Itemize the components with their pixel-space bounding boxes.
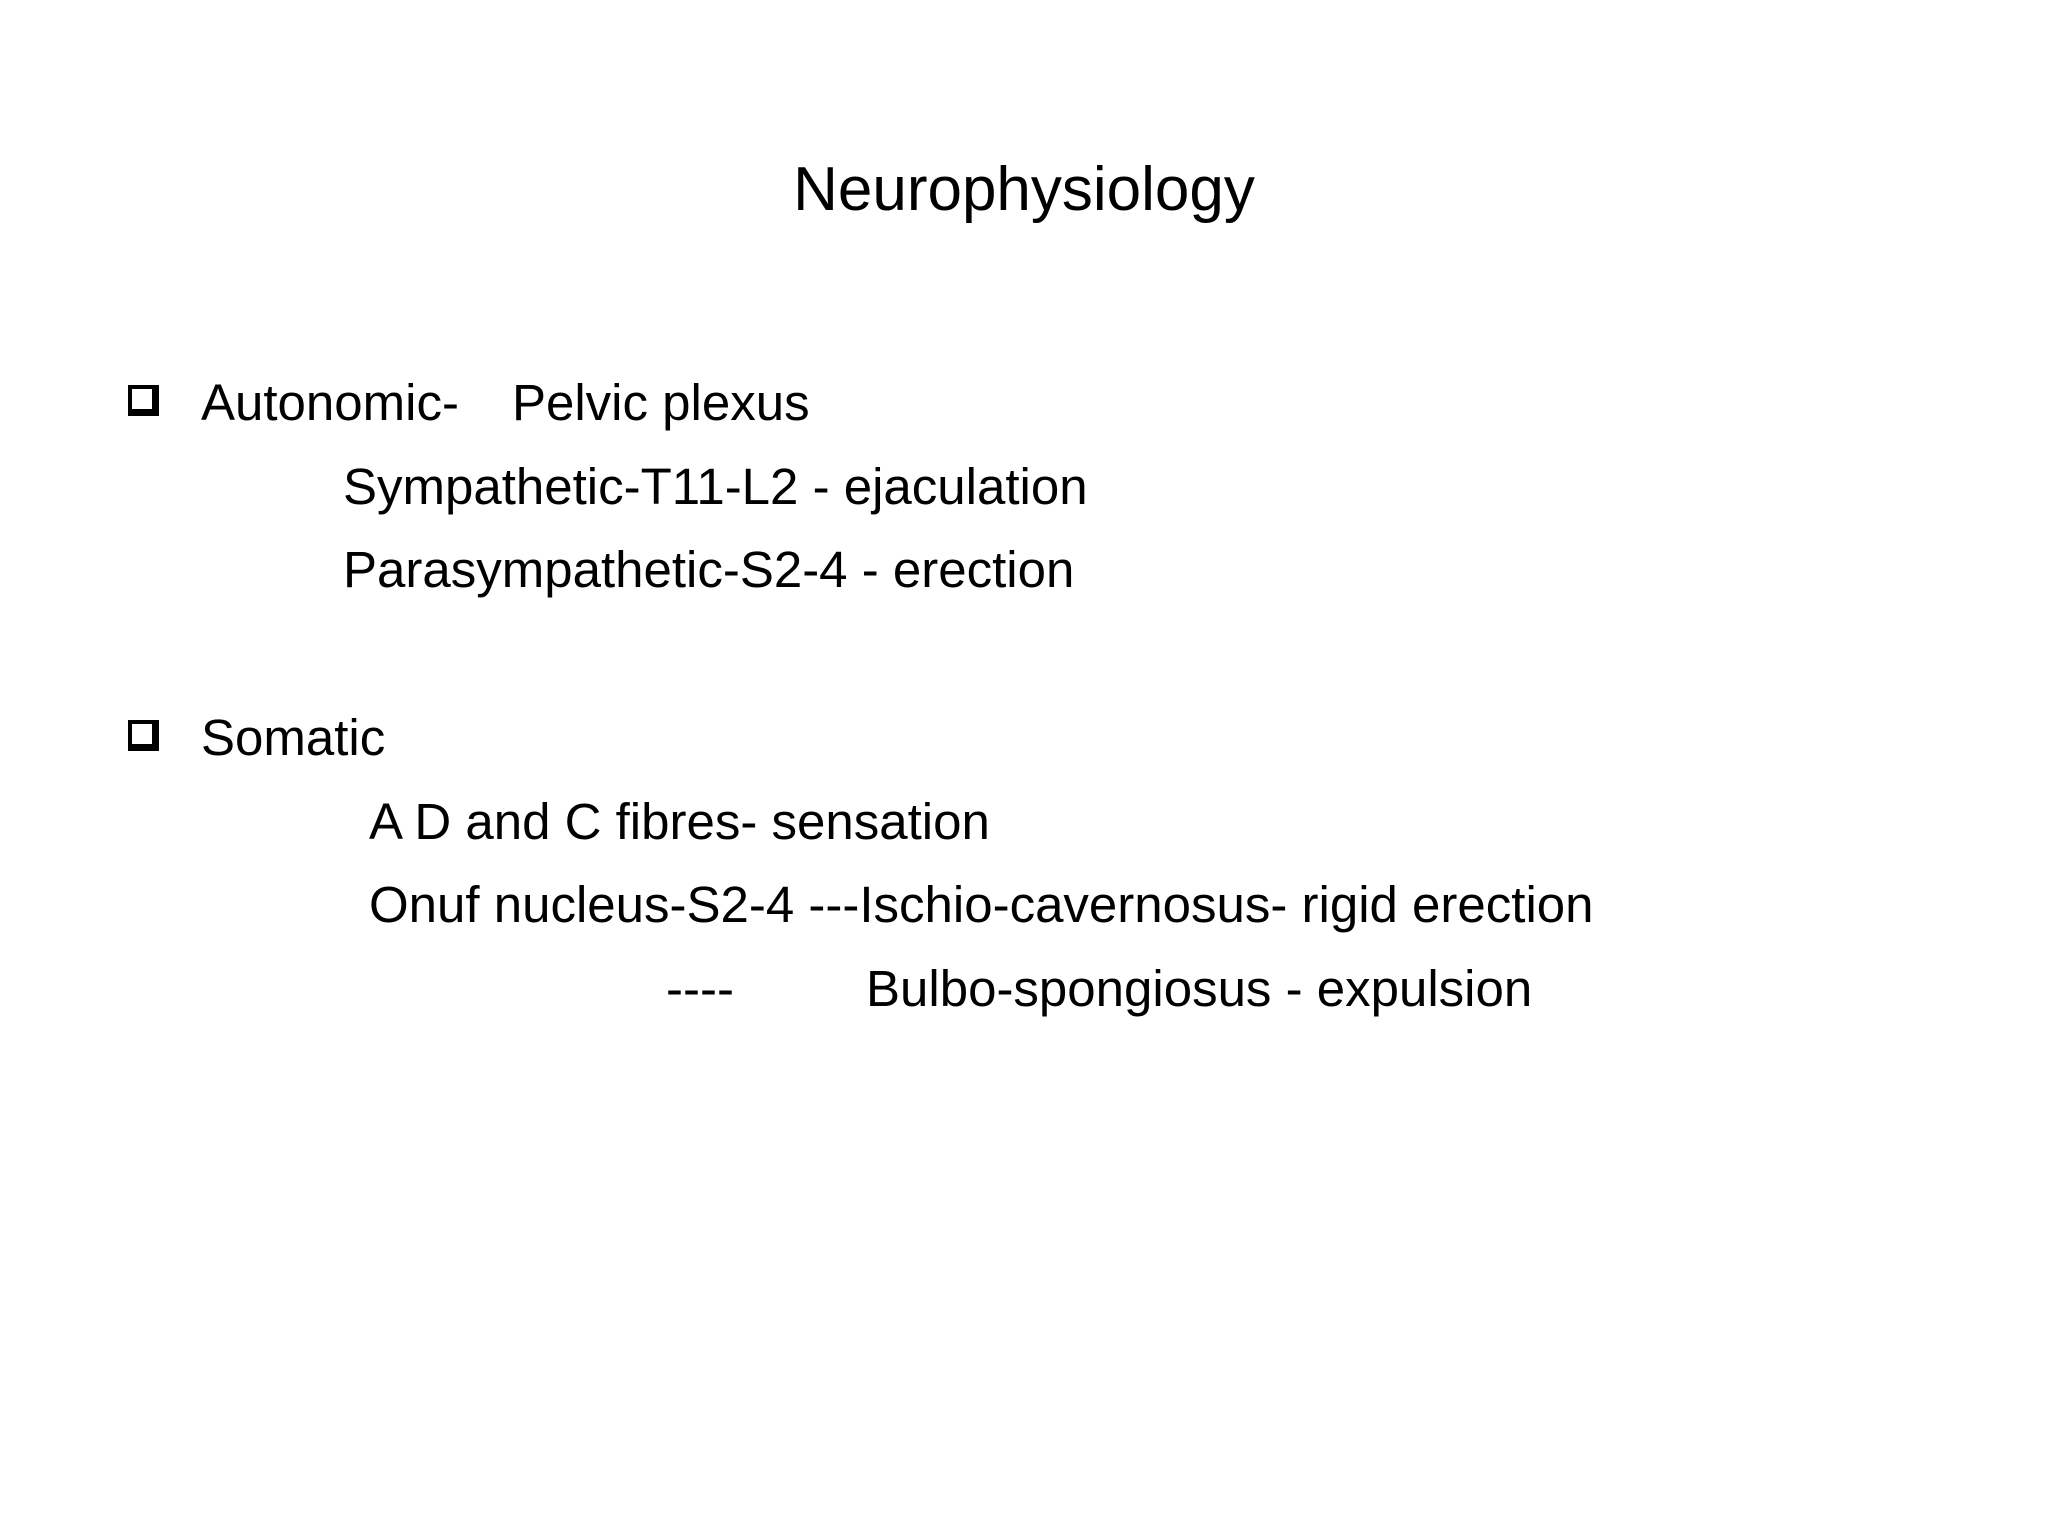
hollow-square-bullet-icon xyxy=(128,385,159,416)
somatic-bulbo-line: Bulbo-spongiosus - expulsion xyxy=(866,960,1533,1017)
autonomic-label: Autonomic- xyxy=(201,374,459,431)
bullet-somatic-label: Somatic xyxy=(201,709,386,766)
autonomic-parasympathetic-line: Parasympathetic-S2-4 - erection xyxy=(343,541,1075,598)
slide-title: Neurophysiology xyxy=(793,155,1255,224)
autonomic-value: Pelvic plexus xyxy=(511,374,810,431)
autonomic-sympathetic-line: Sympathetic-T11-L2 - ejaculation xyxy=(343,458,1088,515)
hollow-square-bullet-icon xyxy=(128,720,159,751)
somatic-dash: ---- xyxy=(666,960,734,1017)
somatic-onuf-line: Onuf nucleus-S2-4 ---Ischio-cavernosus- rigid erection xyxy=(369,876,1594,933)
bullet-autonomic xyxy=(201,372,810,434)
somatic-fibres-line: A D and C fibres- sensation xyxy=(369,793,990,850)
